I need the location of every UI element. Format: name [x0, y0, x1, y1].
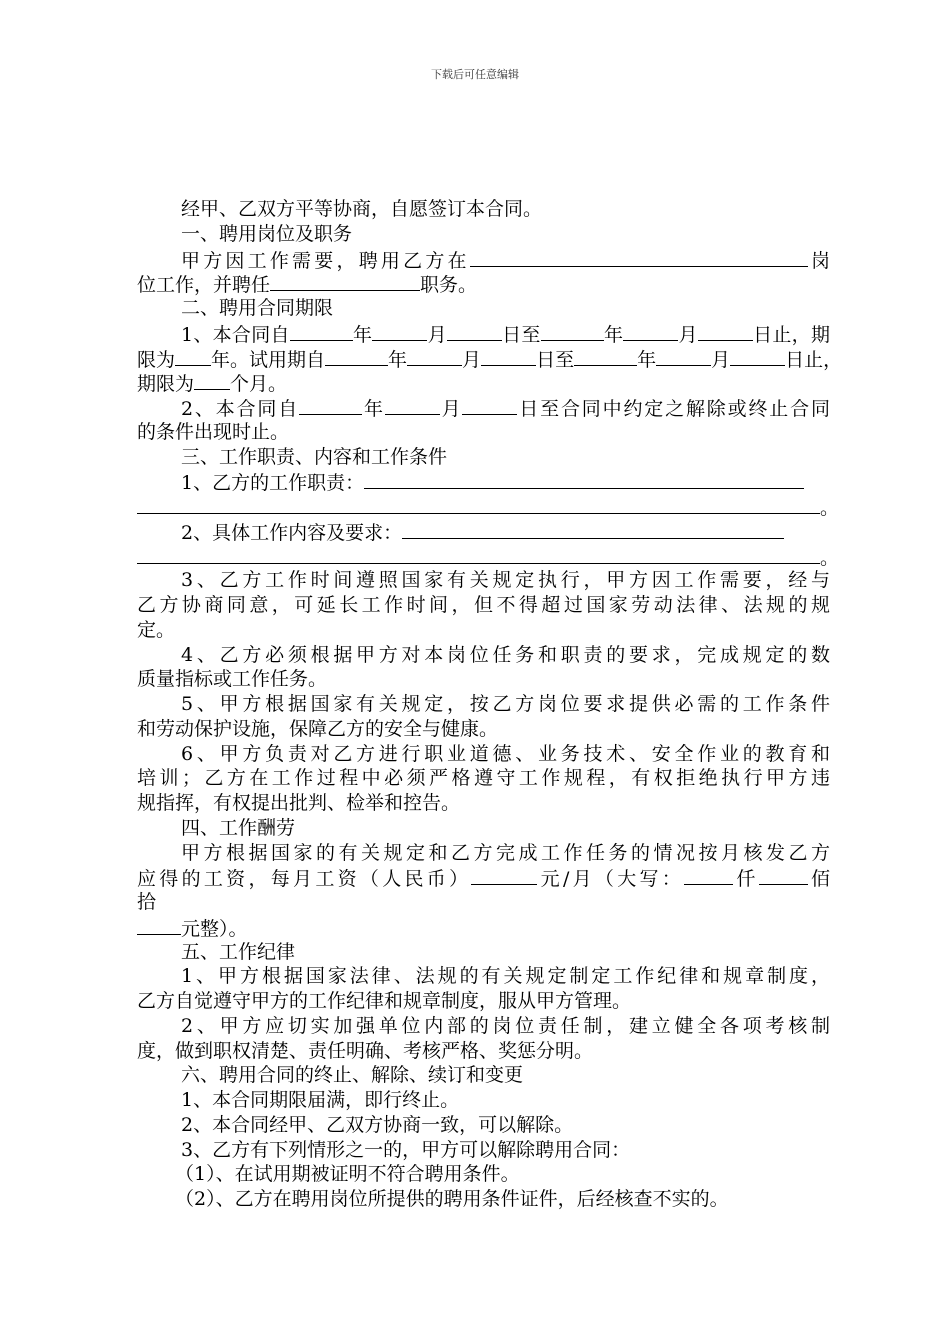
fill-in-blank[interactable]: [402, 519, 784, 539]
fill-in-blank[interactable]: [698, 321, 753, 341]
contract-line: 3、乙方工作时间遵照国家有关规定执行，甲方因工作需要，经与: [181, 569, 830, 592]
contract-line: [137, 247, 830, 272]
contract-line: 培训；乙方在工作过程中必须严格遵守工作规程，有权拒绝执行甲方违: [137, 767, 830, 790]
contract-line: 五、工作纪律: [181, 940, 296, 963]
fill-in-blank[interactable]: [684, 865, 733, 885]
page-header: 下载后可任意编辑: [431, 68, 519, 81]
line-text: 1、本合同自: [181, 323, 290, 346]
contract-line: 3、乙方有下列情形之一的，甲方可以解除聘用合同：: [181, 1138, 631, 1161]
fill-in-blank[interactable]: [270, 271, 420, 291]
fill-in-blank[interactable]: [299, 395, 362, 415]
line-text: 仟: [733, 868, 759, 891]
contract-line: 2、本合同经甲、乙双方协商一致，可以解除。: [181, 1113, 574, 1136]
fill-in-blank[interactable]: [137, 494, 820, 514]
line-text: 元/月（大写：: [537, 868, 685, 891]
line-text: 2、具体工作内容及要求：: [181, 521, 403, 544]
contract-line: 6、甲方负责对乙方进行职业道德、业务技术、安全作业的教育和: [181, 742, 830, 765]
fill-in-blank[interactable]: [759, 865, 808, 885]
line-text: 限为: [137, 348, 176, 371]
contract-line: [137, 370, 830, 395]
fill-in-blank[interactable]: [447, 321, 502, 341]
fill-in-blank[interactable]: [385, 395, 440, 415]
contract-line: 拾: [137, 891, 157, 913]
fill-in-blank[interactable]: [574, 346, 637, 366]
line-text: 月: [427, 323, 447, 346]
fill-in-blank[interactable]: [541, 321, 604, 341]
line-text: 月: [439, 398, 463, 420]
line-text: 日止，: [785, 348, 843, 371]
line-text: 。: [820, 546, 840, 569]
contract-line: 四、工作酬劳: [181, 816, 296, 839]
contract-line: 度，做到职权清楚、责任明确、考核严格、奖惩分明。: [137, 1039, 594, 1062]
contract-line: [137, 469, 830, 494]
fill-in-blank[interactable]: [137, 915, 181, 935]
contract-line: [137, 395, 830, 420]
contract-line: [137, 321, 830, 346]
line-text: 期限为: [137, 373, 195, 396]
contract-line: 定。: [137, 618, 176, 641]
contract-line: 和劳动保护设施，保障乙方的安全与健康。: [137, 717, 499, 740]
fill-in-blank[interactable]: [730, 346, 785, 366]
line-text: 日至合同中约定之解除或终止合同: [517, 398, 830, 420]
line-text: 日止，期: [752, 323, 830, 346]
contract-line: 4、乙方必须根据甲方对本岗位任务和职责的要求，完成规定的数: [181, 643, 830, 666]
fill-in-blank[interactable]: [623, 321, 678, 341]
fill-in-blank[interactable]: [364, 469, 804, 489]
contract-line: 1、甲方根据国家法律、法规的有关规定制定工作纪律和规章制度，: [181, 965, 830, 988]
line-text: 年: [388, 348, 408, 371]
fill-in-blank[interactable]: [470, 247, 808, 267]
line-text: 职务。: [420, 274, 478, 297]
line-text: 月: [678, 323, 698, 346]
contract-line: 乙方自觉遵守甲方的工作纪律和规章制度，服从甲方管理。: [137, 990, 632, 1012]
fill-in-blank[interactable]: [372, 321, 427, 341]
contract-line: [137, 494, 840, 519]
contract-line: 的条件出现时止。: [137, 420, 290, 443]
line-text: 1、乙方的工作职责：: [181, 472, 365, 495]
contract-line: 质量指标或工作任务。: [137, 668, 328, 691]
line-text: 元整）。: [181, 917, 248, 940]
line-text: 日至: [536, 348, 575, 371]
line-text: 甲方因工作需要，聘用乙方在: [181, 249, 470, 272]
contract-line: 5、甲方根据国家有关规定，按乙方岗位要求提供必需的工作条件: [181, 693, 830, 715]
contract-line: 经甲、乙双方平等协商，自愿签订本合同。: [181, 198, 543, 220]
line-text: 位工作，并聘任: [137, 274, 271, 297]
line-text: 岗: [807, 249, 830, 272]
contract-line: （2）、乙方在聘用岗位所提供的聘用条件证件，后经核查不实的。: [175, 1188, 729, 1210]
contract-line: [137, 271, 830, 296]
fill-in-blank[interactable]: [656, 346, 711, 366]
line-text: 年: [637, 348, 657, 371]
contract-line: 一、聘用岗位及职务: [181, 222, 353, 245]
fill-in-blank[interactable]: [407, 346, 462, 366]
contract-line: （1）、在试用期被证明不符合聘用条件。: [175, 1163, 520, 1186]
contract-line: 规指挥，有权提出批判、检举和控告。: [137, 792, 461, 814]
contract-line: 2、甲方应切实加强单位内部的岗位责任制，建立健全各项考核制: [181, 1014, 830, 1037]
line-text: 个月。: [230, 373, 288, 396]
contract-line: 甲方根据国家的有关规定和乙方完成工作任务的情况按月核发乙方: [181, 841, 830, 864]
contract-line: 三、工作职责、内容和工作条件: [181, 445, 448, 468]
line-text: 佰: [807, 868, 830, 891]
contract-line: [137, 915, 830, 940]
line-text: 年: [352, 323, 373, 346]
contract-line: 六、聘用合同的终止、解除、续订和变更: [181, 1064, 524, 1087]
fill-in-blank[interactable]: [325, 346, 388, 366]
fill-in-blank[interactable]: [194, 370, 230, 390]
line-text: 日至: [501, 323, 541, 346]
line-text: 年: [362, 398, 385, 420]
contract-line: [137, 865, 830, 890]
line-text: 2、本合同自: [181, 398, 300, 420]
contract-line: 乙方协商同意，可延长工作时间，但不得超过国家劳动法律、法规的规: [137, 594, 830, 616]
line-text: 月: [711, 348, 731, 371]
contract-line: 二、聘用合同期限: [181, 297, 334, 319]
fill-in-blank[interactable]: [462, 395, 517, 415]
contract-line: [137, 544, 840, 569]
fill-in-blank[interactable]: [137, 544, 820, 564]
contract-line: 1、本合同期限届满，即行终止。: [181, 1089, 460, 1111]
line-text: 月: [462, 348, 482, 371]
fill-in-blank[interactable]: [481, 346, 536, 366]
line-text: 。: [820, 497, 840, 519]
line-text: 年: [603, 323, 624, 346]
contract-line: [137, 346, 843, 371]
fill-in-blank[interactable]: [471, 865, 537, 885]
contract-body: [137, 197, 843, 1212]
fill-in-blank[interactable]: [175, 346, 211, 366]
contract-line: [137, 519, 830, 544]
fill-in-blank[interactable]: [290, 321, 353, 341]
line-text: 年。试用期自: [211, 348, 326, 371]
line-text: 应得的工资，每月工资（人民币）: [137, 868, 472, 891]
